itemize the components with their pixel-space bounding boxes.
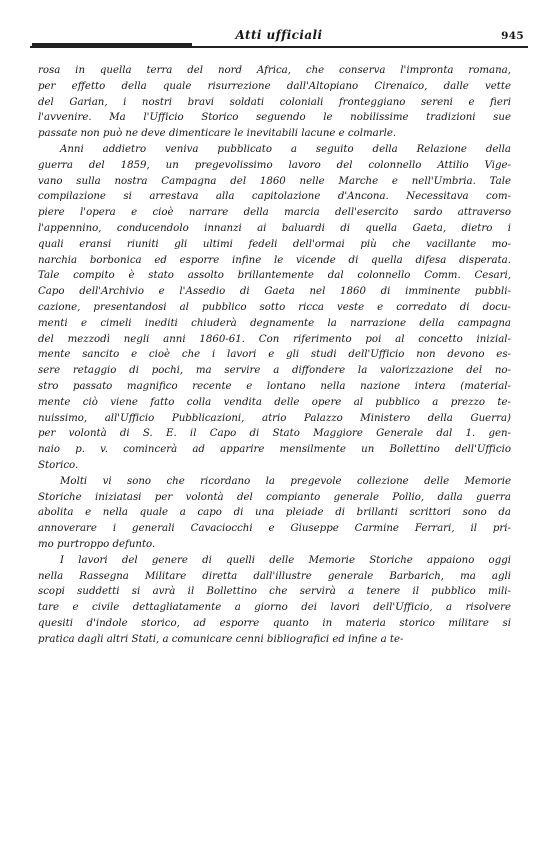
- text-line: Molti vi sono che ricordano la pregevole collezione delle Memorie: [60, 475, 511, 487]
- paragraph: [38, 142, 511, 474]
- text-line: scopi suddetti si avrà il Bollettino che servirà a tenere il pubblico mili-: [38, 586, 511, 598]
- text-line: guerra del 1859, un pregevolissimo lavoro del colonnello Attilio Vige-: [38, 159, 511, 171]
- text-line: tare e civile dettagliatamente a giorno dei lavori dell'Ufficio, a risolvere: [38, 602, 511, 614]
- text-line: sere retaggio di pochi, ma servire a diffondere la valorizzazione del no-: [38, 365, 511, 377]
- text-line: annoverare i generali Cavaciocchi e Giuseppe Carmine Ferrari, il pri-: [38, 523, 511, 535]
- text-line: quali eransi riuniti gli ultimi fedeli dell'ormai più che vacillante mo-: [38, 238, 511, 250]
- document-body: [38, 63, 511, 647]
- text-line: naio p. v. comincerà ad apparire mensilmente un Bollettino dell'Ufficio: [38, 444, 511, 456]
- text-line: del Garian, i nostri bravi soldati coloniali fronteggiano sereni e fieri: [38, 96, 511, 108]
- text-line: passate non può ne deve dimenticare le inevitabili lacune e colmarle.: [38, 128, 397, 140]
- page-header: [30, 24, 528, 46]
- running-title: Atti ufficiali: [235, 28, 323, 42]
- text-line: Storico.: [38, 459, 79, 471]
- text-line: quesiti d'indole storico, ad esporre quanto in materia storico militare si: [38, 617, 511, 629]
- text-line: narchia borbonica ed esporre infine le vicende di quella difesa disperata.: [38, 254, 511, 266]
- text-line: abolita e nella quale a capo di una pleiade di brillanti scrittori sono da: [38, 507, 511, 519]
- header-rule: [30, 46, 528, 48]
- text-line: mente sancito e cioè che i lavori e gli studi dell'Ufficio non devono es-: [38, 349, 511, 361]
- text-line: mo purtroppo defunto.: [38, 538, 156, 550]
- text-line: nella Rassegna Militare diretta dall'illustre generale Barbarich, ma agli: [38, 570, 511, 582]
- paragraph: [38, 474, 511, 553]
- paragraph: [38, 553, 511, 648]
- text-line: per effetto della quale risurrezione dall'Altopiano Cirenaico, dalle vette: [38, 80, 511, 92]
- text-line: l'appennino, conducendolo innanzi ai baluardi di quella Gaeta, dietro i: [38, 222, 511, 234]
- text-line: I lavori del genere di quelli delle Memorie Storiche appaiono oggi: [60, 554, 511, 566]
- text-line: per volontà di S. E. il Capo di Stato Maggiore Generale dal 1. gen-: [38, 428, 511, 440]
- paragraph: [38, 63, 511, 142]
- text-line: Tale compito è stato assolto brillantemente dal colonnello Comm. Cesari,: [38, 270, 511, 282]
- text-line: Anni addietro veniva pubblicato a seguito della Relazione della: [60, 143, 511, 155]
- text-line: menti e cimeli inediti chiuderà degnamente la narrazione della campagna: [38, 317, 511, 329]
- text-line: nuissimo, all'Ufficio Pubblicazioni, atrio Palazzo Ministero della Guerra): [38, 412, 511, 424]
- text-line: compilazione si arrestava alla capitolazione d'Ancona. Necessitava com-: [38, 191, 511, 203]
- text-line: Capo dell'Archivio e l'Assedio di Gaeta nel 1860 di imminente pubbli-: [38, 286, 511, 298]
- text-line: vano sulla nostra Campagna del 1860 nelle Marche e nell'Umbria. Tale: [38, 175, 511, 187]
- text-line: pratica dagli altri Stati, a comunicare cenni bibliografici ed infine a te-: [38, 633, 404, 645]
- text-line: Storiche iniziatasi per volontà del compianto generale Pollio, dalla guerra: [38, 491, 511, 503]
- text-line: cazione, presentandosi al pubblico sotto ricca veste e corredato di docu-: [38, 301, 511, 313]
- page-number: 945: [501, 30, 524, 42]
- text-line: rosa in quella terra del nord Africa, che conserva l'impronta romana,: [38, 65, 511, 76]
- text-line: mente ciò viene fatto colla vendita delle opere al pubblico a prezzo te-: [38, 396, 511, 408]
- text-line: del mezzodì negli anni 1860-61. Con riferimento poi al concetto inizial-: [38, 333, 511, 345]
- text-line: piere l'opera e cioè narrare della marcia dell'esercito sardo attraverso: [38, 207, 511, 219]
- text-line: stro passato magnifico recente e lontano nella nazione intera (material-: [38, 380, 511, 392]
- text-line: l'avvenire. Ma l'Ufficio Storico seguendo le nobilissime tradizioni sue: [38, 112, 511, 124]
